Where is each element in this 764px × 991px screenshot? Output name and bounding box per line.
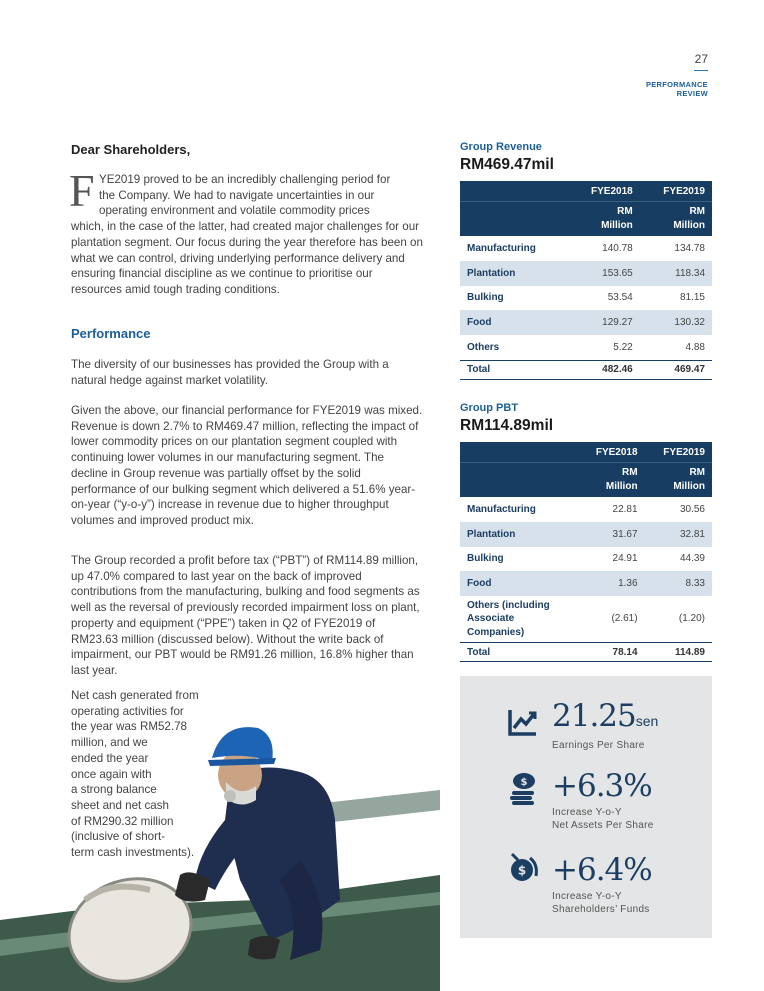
header-blank bbox=[460, 181, 568, 202]
value-fy2019: 81.15 bbox=[679, 292, 705, 304]
value-fy2018: 22.81 bbox=[612, 503, 638, 515]
row-label-line: Associate bbox=[467, 613, 515, 625]
pbt-headline: RM114.89mil bbox=[460, 417, 554, 434]
value-fy2019: 8.33 bbox=[645, 571, 712, 596]
row-label: Plantation bbox=[460, 261, 568, 286]
revenue-headline: RM469.47mil bbox=[460, 156, 554, 173]
value-fy2019: 134.78 bbox=[674, 242, 705, 254]
eps-value: 21.25 bbox=[552, 698, 636, 734]
row-label: Manufacturing bbox=[467, 503, 536, 515]
table-row bbox=[460, 310, 712, 335]
value-fy2018: 31.67 bbox=[577, 522, 644, 547]
stat-label-line: Net Assets Per Share bbox=[552, 820, 654, 831]
trend-chart-icon bbox=[506, 704, 540, 738]
svg-text:$: $ bbox=[520, 777, 528, 788]
eps-unit: sen bbox=[635, 713, 659, 729]
svg-text:$: $ bbox=[517, 863, 527, 878]
row-label: Others bbox=[467, 342, 500, 354]
value-fy2018: (2.61) bbox=[611, 613, 638, 625]
value-fy2018: 153.65 bbox=[568, 261, 640, 286]
intro-line-2: the Company. We had to navigate uncertainties in our bbox=[99, 188, 375, 202]
value-fy2018: 1.36 bbox=[577, 571, 644, 596]
page-number-rule bbox=[694, 70, 708, 71]
column-header: FYE2018 bbox=[568, 181, 640, 202]
row-label: Food bbox=[460, 310, 568, 335]
money-hand-icon bbox=[506, 850, 540, 884]
intro-paragraph bbox=[69, 165, 423, 298]
total-row bbox=[460, 360, 712, 379]
table-row bbox=[460, 522, 712, 547]
stat-label-line: Shareholders’ Funds bbox=[552, 904, 650, 915]
group-revenue-section bbox=[460, 141, 712, 380]
profit-paragraph: The Group recorded a profit before tax (“PBT”) of RM114.89 million, up 47.0% compared to last year on the back of improved contributions from the manufacturing, bulking and food segments as well as the reversal of previously recorded impairment loss on plant, property and equipment (“PPE”) taken in Q2 of FYE2019 of RM23.63 million (discussed below). Without the write back of impairment, our PBT would be RM91.26 million, 16.8% higher than last year. bbox=[71, 554, 420, 677]
stat-label bbox=[552, 739, 645, 752]
row-label: Food bbox=[460, 571, 577, 596]
coin-stack-icon bbox=[506, 771, 540, 805]
drop-cap: F bbox=[69, 165, 95, 216]
value-fy2018: 24.91 bbox=[612, 553, 638, 565]
unit-million: Million bbox=[601, 220, 633, 231]
table-row bbox=[460, 286, 712, 311]
diversity-paragraph: The diversity of our businesses has provided the Group with a natural hedge against market volatility. bbox=[71, 358, 389, 387]
value-fy2019: 114.89 bbox=[645, 643, 712, 662]
unit-rm: RM bbox=[617, 206, 633, 217]
cash-line: sheet and net cash bbox=[71, 798, 169, 812]
stat-label-line: Increase Y-o-Y bbox=[552, 891, 622, 902]
section-tag-line2: REVIEW bbox=[676, 89, 708, 98]
revenue-table bbox=[460, 181, 712, 380]
row-label-line: Others (including bbox=[467, 599, 550, 611]
value-fy2019: 130.32 bbox=[640, 310, 712, 335]
intro-line-1: YE2019 proved to be an incredibly challenging period for bbox=[99, 173, 391, 186]
section-tag bbox=[646, 80, 708, 98]
table-row bbox=[460, 547, 712, 572]
section-tag-line1: PERFORMANCE bbox=[645, 80, 708, 89]
unit-million: Million bbox=[673, 481, 705, 492]
unit-million: Million bbox=[673, 220, 705, 231]
cash-line: (inclusive of short- bbox=[71, 830, 166, 844]
row-label: Total bbox=[460, 643, 577, 662]
value-fy2019: (1.20) bbox=[678, 613, 705, 625]
stat-label bbox=[552, 890, 650, 916]
cash-line: the year was RM52.78 bbox=[71, 720, 187, 734]
value-fy2019: 4.88 bbox=[685, 342, 705, 354]
row-label: Total bbox=[460, 360, 568, 379]
salutation: Dear Shareholders, bbox=[71, 142, 191, 157]
cash-line: a strong balance bbox=[71, 783, 157, 797]
group-pbt-section bbox=[460, 402, 712, 662]
table-row bbox=[460, 497, 712, 522]
column-header: FYE2018 bbox=[577, 442, 644, 463]
cash-paragraph bbox=[71, 688, 231, 861]
header-blank bbox=[460, 463, 577, 498]
header-blank bbox=[460, 202, 568, 237]
row-label: Plantation bbox=[460, 522, 577, 547]
financial-performance-paragraph: Given the above, our financial performance for FYE2019 was mixed. Revenue is down 2.7% to RM469.47 million, reflecting the impact of lower commodity prices on our plantation segment coupled with continuing lower volumes in our manufacturing segment. The decline in Group revenue was partially offset by the solid performance of our bulking segment which delivered a 51.6% year-on-year (“y-o-y”) increase in revenue due to higher throughput volumes and improved product mix. bbox=[71, 404, 423, 527]
unit-rm: RM bbox=[689, 467, 705, 478]
row-label: Manufacturing bbox=[467, 242, 536, 254]
value-fy2018: 5.22 bbox=[613, 342, 633, 354]
cash-line: Net cash generated from bbox=[71, 689, 199, 702]
page-number: 27 bbox=[694, 52, 708, 66]
value-fy2018: 140.78 bbox=[602, 242, 633, 254]
unit-rm: RM bbox=[622, 467, 638, 478]
total-row bbox=[460, 643, 712, 662]
unit-million: Million bbox=[605, 481, 638, 492]
value-fy2018: 129.27 bbox=[568, 310, 640, 335]
column-header: FYE2019 bbox=[640, 181, 712, 202]
table-row bbox=[460, 236, 712, 261]
nav-growth-value: +6.3% bbox=[552, 768, 652, 804]
stat-label-line: Earnings Per Share bbox=[552, 740, 645, 751]
table-row bbox=[460, 335, 712, 360]
pbt-table bbox=[460, 442, 712, 662]
cash-line: once again with bbox=[71, 767, 152, 781]
intro-line-3: operating environment and volatile commodity prices bbox=[99, 204, 370, 218]
table-row bbox=[460, 596, 712, 643]
cash-line: ended the year bbox=[71, 751, 149, 765]
value-fy2018: 482.46 bbox=[568, 360, 640, 379]
value-fy2019: 32.81 bbox=[645, 522, 712, 547]
revenue-title: Group Revenue bbox=[460, 141, 542, 153]
shareholders-funds-growth-value: +6.4% bbox=[552, 852, 652, 888]
row-label bbox=[460, 596, 577, 643]
stat-label-line: Increase Y-o-Y bbox=[552, 807, 622, 818]
value-fy2018: 78.14 bbox=[577, 643, 644, 662]
cash-line: operating activities for bbox=[71, 704, 184, 718]
intro-rest: which, in the case of the latter, had created major challenges for our plantation segment. Our focus during the year therefore has been on what we can control, driving underlying performance delivery and ensuring financial discipline as we continue to prioritise our resources amid tough trading conditions. bbox=[71, 220, 423, 296]
unit-header bbox=[568, 202, 640, 237]
value-fy2019: 469.47 bbox=[640, 360, 712, 379]
column-header: FYE2019 bbox=[645, 442, 712, 463]
row-label: Bulking bbox=[467, 292, 504, 304]
cash-line: term cash investments). bbox=[71, 846, 195, 860]
key-stats-panel bbox=[460, 676, 712, 938]
unit-header bbox=[645, 463, 712, 498]
cash-line: of RM290.32 million bbox=[71, 814, 174, 828]
stat-value bbox=[552, 698, 658, 734]
row-label-line: Companies) bbox=[467, 626, 525, 638]
unit-header bbox=[640, 202, 712, 237]
table-row bbox=[460, 261, 712, 286]
unit-header bbox=[577, 463, 644, 498]
cash-line: million, and we bbox=[71, 736, 148, 750]
pbt-title: Group PBT bbox=[460, 402, 519, 414]
value-fy2019: 118.34 bbox=[640, 261, 712, 286]
table-row bbox=[460, 571, 712, 596]
value-fy2019: 44.39 bbox=[679, 553, 705, 565]
header-blank bbox=[460, 442, 577, 463]
value-fy2019: 30.56 bbox=[679, 503, 705, 515]
stat-label bbox=[552, 806, 654, 832]
row-label: Bulking bbox=[467, 553, 504, 565]
unit-rm: RM bbox=[689, 206, 705, 217]
value-fy2018: 53.54 bbox=[607, 292, 633, 304]
performance-heading: Performance bbox=[71, 326, 151, 341]
